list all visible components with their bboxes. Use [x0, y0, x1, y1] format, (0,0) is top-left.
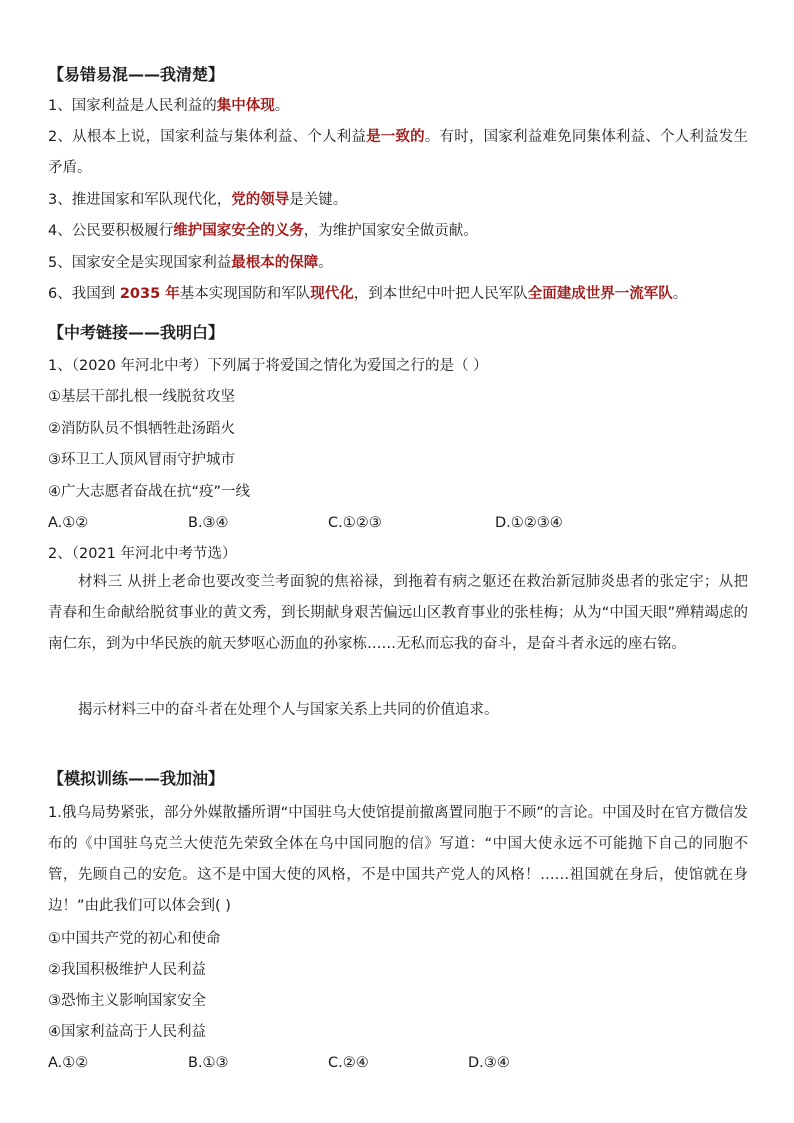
point-4	[48, 221, 478, 241]
key-phrase: 党的领导	[231, 192, 290, 208]
statement: ②我国积极维护人民利益	[48, 962, 206, 978]
statement: ③环卫工人顶风冒雨守护城市	[48, 452, 235, 468]
point-3	[48, 190, 347, 210]
answer-options	[48, 513, 748, 533]
statement: ①中国共产党的初心和使命	[48, 931, 221, 947]
point-text: 。	[672, 286, 688, 302]
point-6	[48, 284, 687, 304]
point-text: 基本实现国防和军队	[179, 286, 311, 302]
point-text: 3、推进国家和军队现代化，	[48, 192, 232, 208]
key-phrase: 集中体现	[216, 98, 275, 114]
key-phrase: 2035 年	[119, 286, 180, 302]
statement: ④广大志愿者奋战在抗“疫”一线	[48, 484, 251, 500]
answer-options	[48, 1053, 748, 1073]
exam-question-2-stem: 2、（2021 年河北中考节选）	[48, 546, 237, 562]
option-a[interactable]: A.①②	[48, 1055, 89, 1071]
statement: ④国家利益高于人民利益	[48, 1024, 206, 1040]
point-text: 。	[318, 255, 333, 271]
question-task: 揭示材料三中的奋斗者在处理个人与国家关系上共同的价值追求。	[78, 702, 499, 718]
key-phrase: 是一致的	[366, 129, 425, 145]
option-b[interactable]: B.①③	[188, 1055, 229, 1071]
option-d[interactable]: D.③④	[468, 1055, 510, 1071]
section-heading-mistakes: 【易错易混——我清楚】	[48, 65, 225, 84]
section-heading-practice: 【模拟训练——我加油】	[48, 769, 225, 788]
point-text: 。	[274, 98, 290, 114]
option-a[interactable]: A.①②	[48, 515, 89, 531]
point-text: 是关键。	[289, 192, 348, 208]
option-c[interactable]: C.①②③	[328, 515, 382, 531]
section-heading-exam-links: 【中考链接——我明白】	[48, 323, 225, 342]
point-text: ，到本世纪中叶把人民军队	[353, 286, 528, 302]
statement: ①基层干部扎根一线脱贫攻坚	[48, 389, 235, 405]
key-phrase: 最根本的保障	[231, 255, 319, 271]
point-2	[48, 122, 748, 184]
point-text: 。有时，国家利益难免同集体利益、个人利益发生矛盾。	[48, 129, 748, 176]
point-text: 1、国家利益是人民利益的	[48, 98, 217, 114]
statement: ②消防队员不惧牺牲赴汤蹈火	[48, 421, 235, 437]
practice-question-1-stem: 1.俄乌局势紧张，部分外媒散播所谓“中国驻乌大使馆提前撤离置同胞于不顾”的言论。中国及时在官方微信发布的《中国驻乌克兰大使范先荣致全体在乌中国同胞的信》写道：“中国大使永远不可能抛下自己的同胞不管，先顾自己的安危。这不是中国大使的风格，不是中国共产党人的风格！……祖国就在身后，使馆就在身边！”由此我们可以体会到( )	[48, 805, 748, 914]
point-1	[48, 96, 289, 116]
point-text: 4、公民要积极履行	[48, 223, 174, 239]
key-phrase: 维护国家安全的义务	[173, 223, 304, 239]
option-d[interactable]: D.①②③④	[495, 515, 563, 531]
key-phrase: 全面建成世界一流军队	[527, 286, 673, 302]
point-text: 5、国家安全是实现国家利益	[48, 255, 232, 271]
statement: ③恐怖主义影响国家安全	[48, 993, 206, 1009]
point-text: 2、从根本上说，国家利益与集体利益、个人利益	[48, 129, 367, 145]
option-b[interactable]: B.③④	[188, 515, 229, 531]
exam-question-1-stem: 1、（2020 年河北中考）下列属于将爱国之情化为爱国之行的是（ ）	[48, 358, 488, 374]
point-text: 6、我国到	[48, 286, 120, 302]
material-three: 材料三 从拼上老命也要改变兰考面貌的焦裕禄，到拖着有病之躯还在救治新冠肺炎患者的张定宇；从把青春和生命献给脱贫事业的黄文秀，到长期献身艰苦偏远山区教育事业的张桂梅；从为“中国天眼”殚精竭虑的南仁东，到为中华民族的航天梦呕心沥血的孙家栋……无私而忘我的奋斗，是奋斗者永远的座右铭。	[48, 574, 748, 652]
point-text: ，为维护国家安全做贡献。	[303, 223, 478, 239]
key-phrase: 现代化	[310, 286, 354, 302]
option-c[interactable]: C.②④	[328, 1055, 369, 1071]
point-5	[48, 253, 333, 273]
